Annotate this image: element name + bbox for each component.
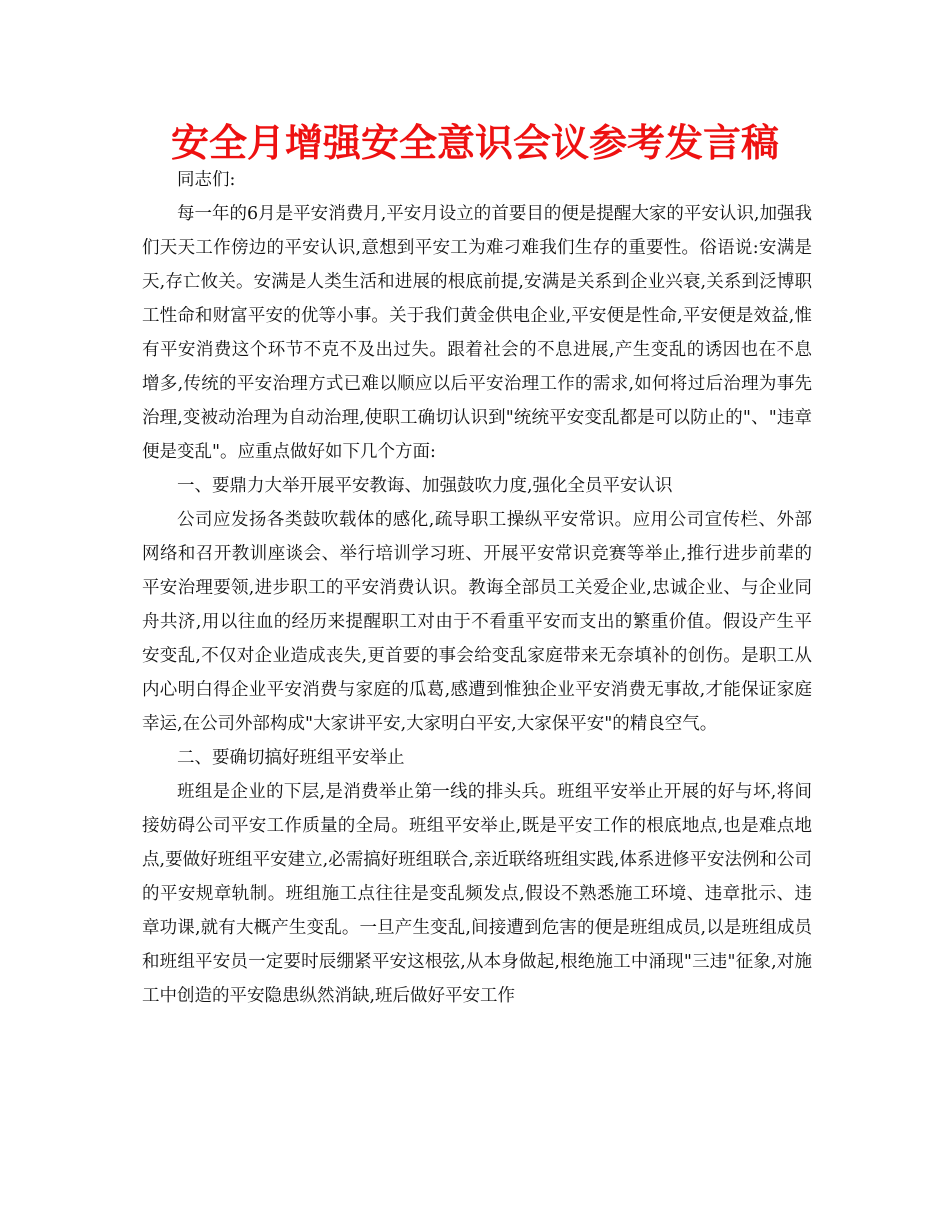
greeting-paragraph: 同志们:: [177, 170, 236, 190]
document-body: [142, 163, 812, 1013]
section-2-paragraph: 班组是企业的下层,是消费举止第一线的排头兵。班组平安举止开展的好与坏,将间接妨碍公司平安工作质量的全局。班组平安举止,既是平安工作的根底地点,也是难点地点,要做好班组平安建立,必需搞好班组联合,亲近联络班组实践,体系进修平安法例和公司的平安规章轨制。班组施工点往往是变乱频发点,假设不熟悉施工环境、违章批示、违章功课,就有大概产生变乱。一旦产生变乱,间接遭到危害的便是班组成员,以是班组成员和班组平安员一定要时辰绷紧平安这根弦,从本身做起,根绝施工中涌现"三违"征象,对施工中创造的平安隐患纵然消缺,班后做好平安工作: [142, 782, 812, 1006]
section-heading-2: 二、要确切搞好班组平安举止: [177, 748, 405, 768]
section-1-paragraph: 公司应发扬各类鼓吹载体的感化,疏导职工操纵平安常识。应用公司宣传栏、外部网络和召开教训座谈会、举行培训学习班、开展平安常识竞赛等举止,推行进步前辈的平安治理要领,进步职工的平安消费认识。教诲全部员工关爱企业,忠诚企业、与企业同舟共济,用以往血的经历来提醒职工对由于不看重平安而支出的繁重价值。假设产生平安变乱,不仅对企业造成丧失,更首要的事会给变乱家庭带来无奈填补的创伤。是职工从内心明白得企业平安消费与家庭的瓜葛,感遭到惟独企业平安消费无事故,才能保证家庭幸运,在公司外部构成"大家讲平安,大家明白平安,大家保平安"的精良空气。: [142, 510, 812, 734]
intro-paragraph: 每一年的6月是平安消费月,平安月设立的首要目的便是提醒大家的平安认识,加强我们天天工作傍边的平安认识,意想到平安工为难刁难我们生存的重要性。俗语说:安满是天,存亡攸关。安满是人类生活和进展的根底前提,安满是关系到企业兴衰,关系到泛博职工性命和财富平安的优等小事。关于我们黄金供电企业,平安便是性命,平安便是效益,惟有平安消费这个环节不克不及出过失。跟着社会的不息进展,产生变乱的诱因也在不息增多,传统的平安治理方式已难以顺应以后平安治理工作的需求,如何将过后治理为事先治理,变被动治理为自动治理,使职工确切认识到"统统平安变乱都是可以防止的"、"违章便是变乱"。应重点做好如下几个方面:: [142, 204, 812, 462]
document-title: 安全月增强安全意识会议参考发言稿: [170, 121, 779, 165]
section-heading-1: 一、要鼎力大举开展平安教诲、加强鼓吹力度,强化全员平安认识: [177, 476, 673, 496]
